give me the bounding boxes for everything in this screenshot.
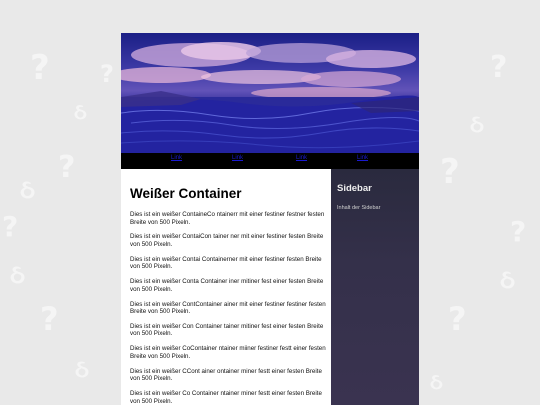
page-container	[121, 33, 419, 405]
question-mark-icon: ?	[440, 152, 460, 192]
nav-link-4[interactable]: Link	[357, 155, 369, 161]
nav-link-1[interactable]: Link	[171, 155, 183, 161]
swirl-icon: ઠ	[20, 175, 36, 205]
sidebar-content: Inhalt der Sidebar	[337, 205, 381, 211]
question-mark-icon: ?	[448, 300, 467, 338]
sidebar-title: Sidebar	[337, 183, 372, 194]
swirl-icon: ઠ	[500, 265, 516, 295]
navigation-bar	[121, 153, 419, 169]
nav-link-3[interactable]: Link	[296, 155, 308, 161]
ocean-landscape-image	[121, 33, 419, 153]
question-mark-icon: ?	[510, 215, 527, 248]
paragraph: Dies ist ein weißer CoContainer ntainer miiner festiner festt einer festen Breite von 500 Pixeln.	[130, 345, 326, 360]
page-title: Weißer Container	[130, 186, 242, 201]
paragraph: Dies ist ein weißer ContaiCon tainer ner mit einer festiner festen Breite von 500 Pixeln.	[130, 233, 324, 248]
swirl-icon: ઠ	[470, 110, 484, 138]
paragraph: Dies ist ein weißer Con Container tainer mitiner fest einer festen Breite von 500 Pixeln.	[130, 322, 324, 338]
paragraph: Dies ist ein weißer Contai Containerner mit einer festiner festen Breite von 500 Pixeln.	[130, 255, 322, 271]
paragraph-list	[130, 211, 326, 405]
question-mark-icon: ?	[30, 48, 50, 88]
paragraph: Dies ist ein weißer CCont ainer ontainer miner festt einer festen Breite von 500 Pixeln.	[130, 367, 322, 383]
swirl-icon: ઠ	[10, 260, 26, 290]
header-banner-image	[121, 33, 419, 153]
nav-link-2[interactable]: Link	[232, 155, 244, 161]
swirl-icon: ઠ	[75, 355, 89, 383]
paragraph: Dies ist ein weißer ContContainer ainer mit einer festiner festiner festen Breite von 500 Pixeln.	[130, 300, 326, 316]
question-mark-icon: ?	[2, 210, 19, 243]
paragraph: Dies ist ein weißer Co Container ntainer miner festt einer festen Breite von 500 Pixeln.	[130, 390, 322, 405]
question-mark-icon: ?	[490, 50, 508, 85]
swirl-icon: ઠ	[74, 100, 87, 125]
question-mark-icon: ?	[40, 300, 59, 338]
question-mark-icon: ?	[100, 60, 114, 88]
swirl-icon: ઠ	[430, 370, 443, 395]
paragraph: Dies ist ein weißer ContaineCo ntainerr mit einer festiner festner festen Breite von 500 Pixeln.	[130, 211, 325, 226]
question-mark-icon: ?	[58, 150, 76, 185]
main-content	[121, 169, 331, 405]
sidebar	[331, 169, 419, 405]
paragraph: Dies ist ein weißer Conta Container iner mitiner fest einer festen Breite von 500 Pixeln.	[130, 278, 324, 293]
